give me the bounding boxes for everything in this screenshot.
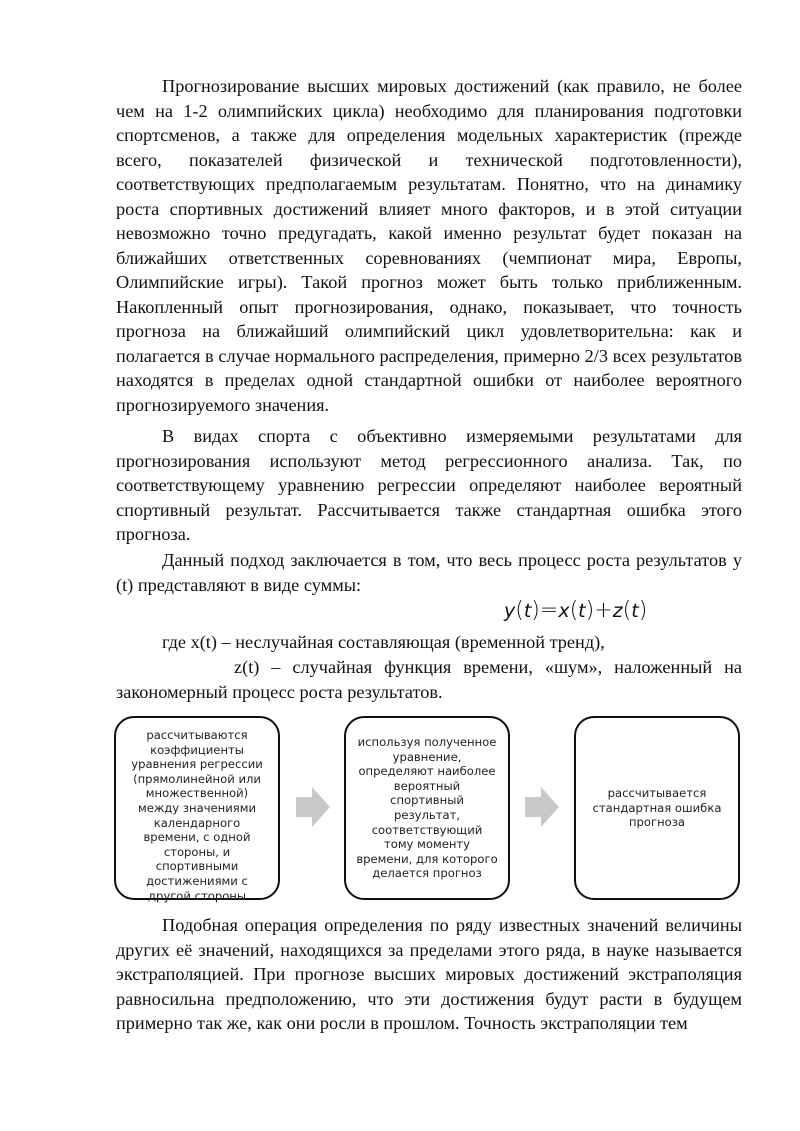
diagram-step-text: используя полученное уравнение, определяют наиболее вероятный спортивный результат, соответствующий тому моменту времени, для которого делается прогноз [356,735,498,881]
diagram-step-text: рассчитываются коэффициенты уравнения регрессии (прямолинейной или множественной) между значениями календарного времени, с одной стороны, и спортивными достижениями с другой стороны [131,728,263,903]
paragraph-text: Данный подход заключается в том, что весь процесс роста результатов y (t) представляют в виде суммы: [116,550,742,595]
paragraph-extrapolation [116,913,742,1036]
formula-rparen: ) [638,598,648,623]
formula-x: x [558,600,570,622]
formula-sum [504,598,647,623]
definition-noise [116,655,742,704]
formula-rparen: ) [531,598,540,623]
formula-t: t [578,600,586,622]
paragraph-approach [116,548,742,597]
paragraph-text: Прогнозирование высших мировых достижений (как правило, не более чем на 1-2 олимпийских цикла) необходимо для планирования подготовки спортсменов, а также для определения модельных характеристик (прежде всего, показателей физической и технической подготовленности), соответствующих предполагаемым результатам. Понятно, что на динамику роста спортивных достижений влияет много факторов, и в этой ситуации невозможно точно предугадать, какой именно результат будет показан на ближайших ответственных соревнованиях (чемпионат мира, Европы, Олимпийские игры). Такой прогноз может быть только приближенным. Накопленный опыт прогнозирования, однако, показывает, что точность прогноза на ближайший олимпийский цикл удовлетворительна: как и полагается в случае нормального распределения, примерно 2/3 всех результатов находятся в пределах одной стандартной ошибки от наиболее вероятного прогнозируемого значения. [116,76,742,415]
paragraph-regression-method [116,424,742,547]
formula-plus: + [594,598,613,623]
diagram-step-prediction [344,716,510,900]
paragraph-forecasting [116,74,742,417]
diagram-step-coefficients [114,716,280,903]
right-arrow-icon [296,787,330,827]
formula-t: t [523,600,532,622]
formula-t: t [631,600,639,622]
formula-lparen: ( [622,598,632,623]
formula-lparen: ( [569,598,579,623]
paragraph-text: Подобная операция определения по ряду известных значений величины других её значений, находящихся за пределами этого ряда, в науке называется экстраполяцией. При прогнозе высших мировых достижений экстраполяция равносильна предположению, что эти достижения будут расти в будущем примерно так же, как они росли в прошлом. Точность экстраполяции тем [116,915,742,1033]
formula-lparen: ( [515,598,524,623]
formula-rparen: ) [585,598,595,623]
formula-y: y [504,600,516,622]
definition-trend: где x(t) – неслучайная составляющая (временной тренд), [162,632,605,652]
formula-equals: = [539,598,559,623]
definition-noise-text: z(t) – случайная функция времени, «шум», наложенный на закономерный процесс роста результатов. [116,657,742,702]
formula-z: z [612,600,623,622]
paragraph-text: В видах спорта с объективно измеряемыми результатами для прогнозирования используют метод регрессионного анализа. Так, по соответствующему уравнению регрессии определяют наиболее вероятный спортивный результат. Рассчитывается также стандартная ошибка этого прогноза. [116,426,742,544]
diagram-step-error [574,716,740,900]
diagram-step-text: рассчитывается стандартная ошибка прогноза [592,786,722,830]
right-arrow-icon [525,787,559,827]
